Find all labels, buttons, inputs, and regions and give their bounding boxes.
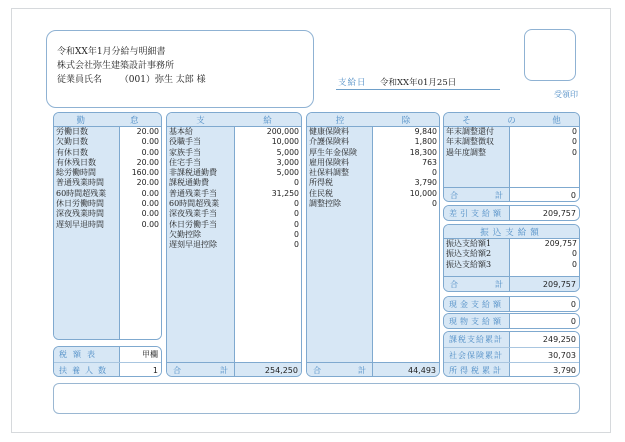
- other-header: [444, 113, 579, 127]
- cumulative-value: 249,250: [510, 332, 579, 347]
- in-kind-label: 現物支給額: [444, 314, 510, 329]
- attendance-value: 20.00: [136, 178, 159, 188]
- other-labels: [444, 127, 510, 187]
- transfer-total-label: [444, 277, 510, 291]
- payment-value: 0: [294, 178, 299, 188]
- cash-label: 現金支給額: [444, 297, 510, 312]
- payment-label: 普通残業手当: [169, 188, 217, 198]
- transfer-value: 0: [572, 249, 577, 259]
- payments-labels: [167, 127, 235, 362]
- employee-label: 従業員氏名: [57, 75, 103, 85]
- other-total-value: 0: [510, 188, 579, 202]
- other-total-label: [444, 188, 510, 202]
- deduction-label: 住民税: [309, 188, 333, 198]
- payment-label: 住宅手当: [169, 157, 201, 167]
- transfer-total-row: [444, 276, 579, 291]
- in-kind-value: 0: [510, 314, 579, 329]
- payments-total-label: [167, 363, 235, 377]
- transfer-total-value: 209,757: [510, 277, 579, 291]
- pay-date-value: 令和XX年01月25日: [380, 77, 457, 88]
- cumulative-label: 所得税累計: [444, 363, 510, 377]
- deduction-label: 所得税: [309, 178, 333, 188]
- transfer-label: 振込支給額3: [446, 259, 492, 269]
- payment-value: 0: [294, 199, 299, 209]
- payments-title-1: 支: [196, 115, 205, 126]
- payments-body: [167, 127, 301, 362]
- attendance-value: 0.00: [141, 209, 159, 219]
- transfer-header: [444, 225, 579, 239]
- employee-name-line: [57, 73, 303, 87]
- tax-table-value: 甲欄: [120, 347, 161, 362]
- attendance-values: [120, 127, 161, 340]
- transfer-labels: [444, 239, 510, 276]
- payments-total-row: [167, 362, 301, 377]
- deductions-section: [306, 112, 440, 377]
- cash-row: [444, 297, 579, 312]
- payment-label: 基本給: [169, 127, 193, 136]
- in-kind-section: [443, 313, 580, 329]
- deduction-value: 10,000: [409, 188, 437, 198]
- payments-section: [166, 112, 302, 377]
- attendance-label: 有休残日数: [56, 157, 96, 167]
- deduction-label: 健康保険料: [309, 127, 349, 136]
- remarks-box: [53, 383, 580, 414]
- attendance-title-1: 勤: [76, 115, 85, 126]
- dependents-value: 1: [120, 363, 161, 377]
- deduction-label: 介護保険料: [309, 137, 349, 147]
- transfer-section: [443, 224, 580, 292]
- other-title-3: 他: [552, 115, 561, 126]
- deduction-value: 0: [432, 199, 437, 209]
- cumulative-label: 課税支給累計: [444, 332, 510, 347]
- payment-label: 遅刻早退控除: [169, 240, 217, 250]
- other-title-2: の: [507, 115, 516, 126]
- attendance-value: 0.00: [141, 188, 159, 198]
- deduction-value: 9,840: [414, 127, 437, 136]
- attendance-title-2: 怠: [129, 115, 139, 126]
- other-value: 0: [572, 147, 577, 157]
- deductions-title-2: 除: [401, 115, 411, 126]
- deductions-labels: [307, 127, 373, 362]
- payslip-title: 令和XX年1月分給与明細書: [57, 47, 166, 57]
- attendance-value: 160.00: [131, 168, 159, 178]
- cumulative-row: [444, 347, 579, 362]
- cumulative-value: 3,790: [510, 363, 579, 377]
- attendance-label: 遅刻早退時間: [56, 219, 104, 229]
- payment-label: 家族手当: [169, 147, 201, 157]
- receipt-stamp-label: 受領印: [554, 90, 578, 99]
- payments-values: [235, 127, 301, 362]
- deduction-value: 18,300: [409, 147, 437, 157]
- payment-label: 休日労働手当: [169, 219, 217, 229]
- deductions-body: [307, 127, 439, 362]
- attendance-label: 60時間超残業: [56, 188, 107, 198]
- deduction-value: 0: [432, 168, 437, 178]
- transfer-label: 振込支給額1: [446, 239, 492, 248]
- dependents-label: 扶養人数: [54, 363, 120, 377]
- cumulative-value: 30,703: [510, 348, 579, 362]
- deduction-label: 雇用保険料: [309, 157, 349, 167]
- payment-label: 60時間超残業: [169, 199, 220, 209]
- payment-label: 役職手当: [169, 137, 201, 147]
- deductions-title-1: 控: [335, 115, 345, 126]
- payment-value: 10,000: [271, 137, 299, 147]
- deductions-total-row: [307, 362, 439, 377]
- other-label: 年末調整還付: [446, 127, 494, 136]
- net-pay-value: 209,757: [510, 206, 579, 221]
- payment-value: 0: [294, 240, 299, 250]
- deduction-label: 厚生年金保険: [309, 147, 357, 157]
- deduction-label: 調整控除: [309, 199, 341, 209]
- payment-value: 31,250: [271, 188, 299, 198]
- cumulative-row: [444, 332, 579, 347]
- total-label-2: 計: [220, 365, 228, 375]
- total-label-2: 計: [358, 365, 366, 375]
- total-label-1: 合: [173, 365, 181, 375]
- deductions-header: [307, 113, 439, 127]
- payment-value: 5,000: [276, 147, 299, 157]
- attendance-header: [54, 113, 161, 127]
- other-values: [510, 127, 579, 187]
- transfer-title: 振込支給額: [480, 227, 543, 238]
- other-total-row: [444, 187, 579, 202]
- attendance-label: 深夜残業時間: [56, 209, 104, 219]
- payment-value: 0: [294, 229, 299, 239]
- dependents-row: [54, 362, 161, 377]
- payslip-header: [46, 30, 314, 108]
- payment-value: 3,000: [276, 157, 299, 167]
- payment-label: 深夜残業手当: [169, 209, 217, 219]
- receipt-stamp-box: [524, 29, 576, 81]
- payments-header: [167, 113, 301, 127]
- cumulative-section: [443, 331, 580, 377]
- other-value: 0: [572, 137, 577, 147]
- total-label-1: 合: [450, 279, 458, 289]
- tax-table-label: 税額表: [54, 347, 120, 362]
- employee-value: （001）弥生 太郎 様: [119, 75, 206, 85]
- payment-value: 0: [294, 209, 299, 219]
- other-title-1: そ: [462, 115, 471, 126]
- attendance-value: 0.00: [141, 199, 159, 209]
- company-name: 株式会社弥生建築設計事務所: [57, 61, 175, 71]
- total-label-2: 計: [495, 190, 503, 200]
- total-label-1: 合: [450, 190, 458, 200]
- other-value: 0: [572, 127, 577, 136]
- deduction-value: 3,790: [414, 178, 437, 188]
- cash-section: [443, 296, 580, 312]
- payments-title-2: 給: [263, 115, 272, 126]
- attendance-labels: [54, 127, 120, 340]
- total-label-1: 合: [313, 365, 321, 375]
- net-pay-section: [443, 205, 580, 221]
- attendance-label: 欠勤日数: [56, 137, 88, 147]
- attendance-label: 有休日数: [56, 147, 88, 157]
- other-label: 年末調整徴収: [446, 137, 494, 147]
- in-kind-row: [444, 314, 579, 329]
- tax-table-row: [54, 347, 161, 362]
- deduction-label: 社保料調整: [309, 168, 349, 178]
- other-section: [443, 112, 580, 202]
- total-label-2: 計: [495, 279, 503, 289]
- deductions-total-value: 44,493: [373, 363, 439, 377]
- attendance-value: 20.00: [136, 127, 159, 136]
- transfer-value: 0: [572, 259, 577, 269]
- transfer-body: [444, 239, 579, 276]
- cash-value: 0: [510, 297, 579, 312]
- attendance-value: 0.00: [141, 219, 159, 229]
- payment-value: 200,000: [266, 127, 299, 136]
- attendance-section: [53, 112, 162, 340]
- other-label: 過年度調整: [446, 147, 486, 157]
- attendance-label: 労働日数: [56, 127, 88, 136]
- pay-date: [336, 74, 500, 90]
- transfer-value: 209,757: [544, 239, 577, 248]
- payment-label: 課税通勤費: [169, 178, 209, 188]
- transfer-label: 振込支給額2: [446, 249, 492, 259]
- cumulative-row: [444, 362, 579, 377]
- attendance-label: 普通残業時間: [56, 178, 104, 188]
- deductions-values: [373, 127, 439, 362]
- net-pay-row: [444, 206, 579, 221]
- cumulative-label: 社会保険累計: [444, 348, 510, 362]
- transfer-values: [510, 239, 579, 276]
- attendance-value: 20.00: [136, 157, 159, 167]
- tax-info-section: [53, 346, 162, 377]
- deduction-value: 1,800: [414, 137, 437, 147]
- attendance-label: 総労働時間: [56, 168, 96, 178]
- deduction-value: 763: [422, 157, 437, 167]
- attendance-label: 休日労働時間: [56, 199, 104, 209]
- pay-date-label: 支給日: [338, 77, 367, 88]
- payment-label: 非課税通勤費: [169, 168, 217, 178]
- attendance-value: 0.00: [141, 147, 159, 157]
- attendance-body: [54, 127, 161, 340]
- payment-value: 0: [294, 219, 299, 229]
- payment-value: 5,000: [276, 168, 299, 178]
- deductions-total-label: [307, 363, 373, 377]
- other-body: [444, 127, 579, 187]
- net-pay-label: 差引支給額: [444, 206, 510, 221]
- payments-total-value: 254,250: [235, 363, 301, 377]
- payment-label: 欠勤控除: [169, 229, 201, 239]
- attendance-value: 0.00: [141, 137, 159, 147]
